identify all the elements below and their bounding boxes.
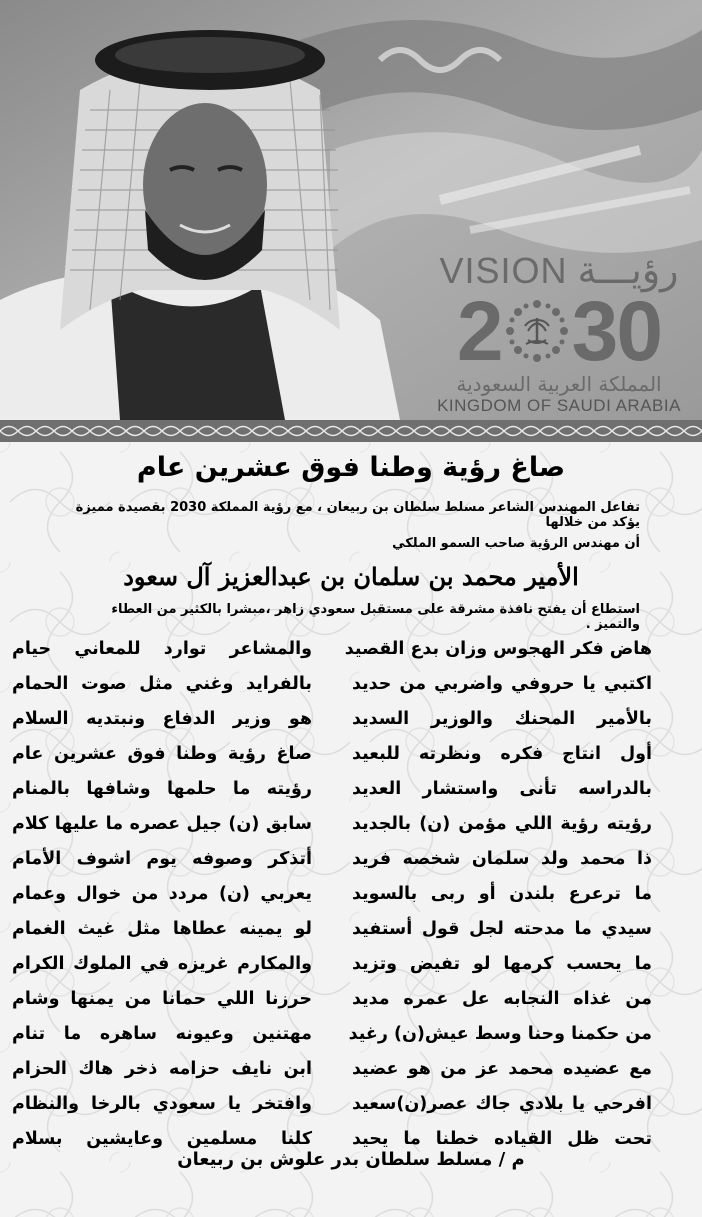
verse-line: بالفرايد وغني مثل صوت الحمام: [12, 674, 312, 694]
verse-line: مع عضيده محمد عز من هو عضيد: [352, 1059, 652, 1079]
vision-arabic-text: رؤيـــة: [577, 248, 679, 292]
verse-line: حرزنا اللي حمانا من يمنها وشام: [12, 989, 312, 1009]
verse-line: سيدي ما مدحته لجل قول أستفيد: [352, 919, 652, 939]
verse-line: أول انتاج فكره ونظرته للبعيد: [352, 744, 652, 764]
verse-line: ابن نايف حزامه ذخر هاك الحزام: [12, 1059, 312, 1079]
article-body: [0, 442, 702, 1217]
author-signature: م / مسلط سلطان بدر علوش بن ربيعان: [177, 1149, 525, 1170]
headline: صاغ رؤية وطنا فوق عشرين عام: [136, 452, 566, 483]
verse-line: والمشاعر توارد للمعاني حيام: [12, 639, 312, 659]
palm-swords-emblem-icon: [504, 298, 570, 364]
verse-line: وافتخر يا سعودي بالرخا والنظام: [12, 1094, 312, 1114]
verse-line: والمكارم غريزه في الملوك الكرام: [12, 954, 312, 974]
poem-left-column: [12, 632, 312, 1157]
verse-line: تحت ظل القياده خطنا ما يحيد: [352, 1129, 652, 1149]
verse-line: يعربي (ن) مردد من خوال وعمام: [12, 884, 312, 904]
verse-line: أتذكر وصوفه يوم اشوف الأمام: [12, 849, 312, 869]
intro-line-2: أن مهندس الرؤية صاحب السمو الملكي: [392, 536, 640, 551]
verse-line: سابق (ن) جيل عصره ما عليها كلام: [12, 814, 312, 834]
verse-line: من حكمنا وحنا وسط عيش(ن) رغيد: [348, 1024, 652, 1044]
verse-line: بالأمير المحنك والوزير السديد: [352, 709, 652, 729]
intro-line-1: تفاعل المهندس الشاعر مسلط سلطان بن ربيعان ، مع رؤية المملكة 2030 بقصيدة مميزة يؤكد من خلالها: [75, 500, 640, 530]
verse-line: هاض فكر الهجوس وزان بدع القصيد: [344, 639, 652, 659]
verse-line: كلنا مسلمين وعايشين بسلام: [12, 1129, 312, 1149]
verse-line: صاغ رؤية وطنا فوق عشرين عام: [12, 744, 312, 764]
verse-line: من غذاه النجابه عل عمره مديد: [352, 989, 652, 1009]
verse-line: افرحي يا بلادي جاك عصر(ن)سعيد: [352, 1094, 652, 1114]
vision-english-text: VISION: [439, 250, 568, 291]
kingdom-arabic-text: المملكة العربية السعودية: [456, 372, 662, 396]
vision-2030-logo: [434, 248, 684, 418]
prince-name: الأمير محمد بن سلمان بن عبدالعزيز آل سعود: [123, 562, 579, 591]
header-banner: [0, 0, 702, 420]
verse-line: هو وزير الدفاع ونبتديه السلام: [12, 709, 312, 729]
kingdom-english-text: KINGDOM OF SAUDI ARABIA: [437, 396, 681, 415]
year-digit-left: 2: [456, 284, 502, 378]
verse-line: بالدراسه تأنى واستشار العديد: [352, 779, 652, 799]
prince-portrait: [0, 0, 420, 420]
poem-right-column: [344, 632, 652, 1157]
verse-line: رؤيته رؤية اللي مؤمن (ن) بالجديد: [352, 814, 652, 834]
year-digits-right: 30: [571, 284, 662, 378]
ornamental-border: [0, 420, 702, 442]
year-2030: [434, 284, 684, 378]
verse-line: مهتنين وعيونه ساهره ما تنام: [12, 1024, 312, 1044]
verse-line: ذا محمد ولد سلمان شخصه فريد: [352, 849, 652, 869]
verse-line: رؤيته ما حلمها وشافها بالمنام: [12, 779, 312, 799]
intro-line-3: استطاع أن يفتح نافذة مشرقة على مستقبل سعودي زاهر ،مبشرا بالكثير من العطاء والتميز .: [111, 602, 640, 632]
verse-line: اكتبي يا حروفي واضربي من حديد: [352, 674, 652, 694]
verse-line: لو يمينه عطاها مثل غيث الغمام: [12, 919, 312, 939]
verse-line: ما يحسب كرمها لو تفيض وتزيد: [352, 954, 652, 974]
verse-line: ما ترعرع بلندن أو ربى بالسويد: [352, 884, 652, 904]
